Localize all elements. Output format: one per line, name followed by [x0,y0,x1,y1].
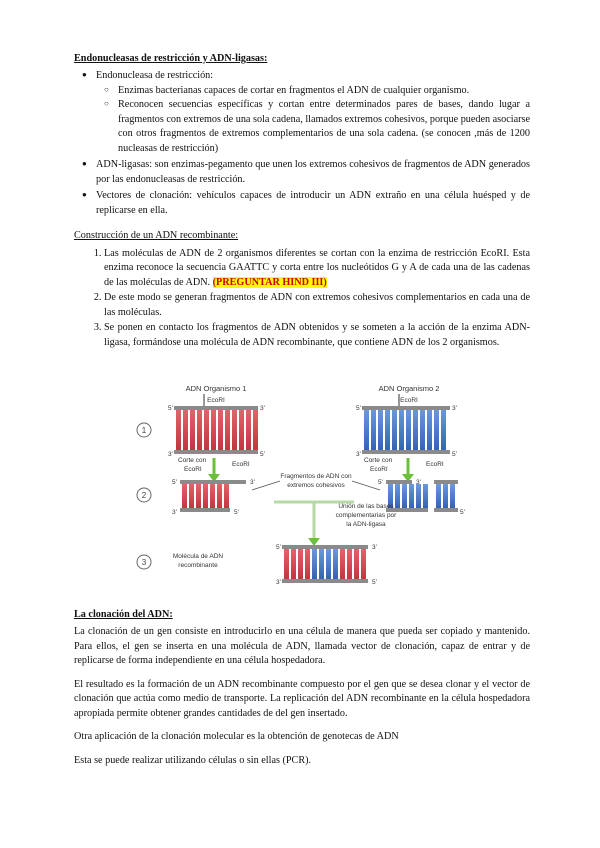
base-pair [399,410,404,450]
end-label: 3' [356,451,361,458]
base-pair [416,484,421,508]
numbered-list [74,247,530,350]
dna-fragment-organism-1 [180,480,246,512]
base-pair [211,410,216,450]
base-pair [253,410,258,450]
end-label: 5' [460,509,465,516]
union-label: Unión de las bases [338,503,394,510]
end-label: 5' [168,405,173,412]
end-label: 3' [260,405,265,412]
base-pair [395,484,400,508]
base-pair [176,410,181,450]
base-pair [361,549,366,579]
base-pair [224,484,229,508]
base-pair [347,549,352,579]
base-pair [217,484,222,508]
end-label: 3' [452,405,457,412]
recombinant-dna-figure [134,380,482,586]
base-pair [402,484,407,508]
paragraph: La clonación de un gen consiste en introducirlo en una célula de manera que pueda ser copiado y mantenido. Para ellos, el gen se inserta en una molécula de ADN, llamada vector de clonación, capaz de entrar y de replicarse de forma independiente en una célula hospedadora. [74,626,530,667]
list-item: ● Vectores de clonación: vehículos capaces de introducir un ADN extraño en una célula huésped y de replicarse en ella. [96,189,530,218]
dna-organism-1 [174,406,258,454]
org1-enzyme-label: EcoRI [207,397,225,404]
end-label: 3' [276,579,281,586]
list-item: ● ADN-ligasas: son enzimas-pegamento que unen los extremos cohesivos de fragmentos de ADN generados por las endonucleasas de restricción. [96,158,530,187]
end-label: 5' [260,451,265,458]
end-label: 5' [356,405,361,412]
end-label: 3' [168,451,173,458]
step-3-label: 3 [141,558,147,567]
end-label: 3' [372,544,377,551]
cut-label: Corte con [178,457,207,464]
end-label: 5' [172,479,177,486]
org2-label: ADN Organismo 2 [378,384,440,393]
highlight-note: (PREGUNTAR HIND III) [212,276,327,288]
end-label: 3' [250,479,255,486]
base-pair [385,410,390,450]
enzyme-label: EcoRI [232,461,250,468]
base-pair [392,410,397,450]
bullet-text: Endonucleasa de restricción: [96,70,214,82]
base-pair [378,410,383,450]
base-pair [434,410,439,450]
base-pair [364,410,369,450]
base-pair [196,484,201,508]
base-pair [450,484,455,508]
base-pair [423,484,428,508]
base-pair [326,549,331,579]
base-pair [371,410,376,450]
step-1-label: 1 [141,426,147,435]
list-item: 3. Se ponen en contacto los fragmentos de ADN obtenidos y se someten a la acción de la enzima ADN-ligasa, formándose una molécula de ADN recombinante, que contiene ADN de los 2 organismos. [104,321,530,350]
base-pair [312,549,317,579]
base-pair [182,484,187,508]
union-label: complementarias por [335,512,397,519]
end-label: 3' [172,509,177,516]
list-item [96,69,530,156]
sub-list [96,84,530,156]
org1-label: ADN Organismo 1 [185,384,247,393]
paragraph: El resultado es la formación de un ADN recombinante compuesto por el gen que se desea clonar y el vector de clonación que actúa como medio de transporte. La replicación del ADN recombinante en la célula hospedadora apropiada permite obtener grandes cantidades de del gen insertado. [74,678,530,719]
base-pair [210,484,215,508]
dna-organism-2 [362,406,450,454]
recombinant-label: recombinante [178,562,218,569]
base-pair [204,410,209,450]
base-pair [441,410,446,450]
list-item [104,247,530,290]
end-label: 5' [372,579,377,586]
base-pair [189,484,194,508]
base-pair [340,549,345,579]
cut-label: EcoRI [184,466,202,473]
base-pair [420,410,425,450]
base-pair [305,549,310,579]
document-body [74,52,530,351]
list-item: 2. De este modo se generan fragmentos de ADN con extremos cohesivos complementarios en cada una de las moléculas. [104,291,530,320]
base-pair [409,484,414,508]
end-label: 5' [276,544,281,551]
base-pair [183,410,188,450]
base-pair [354,549,359,579]
base-pair [406,410,411,450]
dna-fragment-organism-2b [434,480,458,512]
base-pair [246,410,251,450]
base-pair [232,410,237,450]
end-label: 5' [378,479,383,486]
arrow-head [308,538,320,546]
base-pair [443,484,448,508]
section-title-endonucleasas: Endonucleasas de restricción y ADN-ligasas: [74,53,268,64]
enzyme-label: EcoRI [426,461,444,468]
base-pair [197,410,202,450]
recombinant-label: Molécula de ADN [172,553,224,560]
base-pair [218,410,223,450]
base-pair [190,410,195,450]
base-pair [427,410,432,450]
fragments-label: extremos cohesivos [287,482,345,489]
pointer-line [352,481,380,490]
bullet-list [74,69,530,218]
base-pair [436,484,441,508]
step-2-label: 2 [141,491,147,500]
section-title-clonacion: La clonación del ADN: [74,609,173,620]
sub-item: ○ Enzimas bacterianas capaces de cortar en fragmentos el ADN de cualquier organismo. [118,84,530,98]
end-label: 5' [452,451,457,458]
document-body-2 [74,608,530,768]
base-pair [319,549,324,579]
step-text: Las moléculas de ADN de 2 organismos diferentes se cortan con la enzima de restricción EcoRI. Esta enzima reconoce la secuencia GAATTC y corta entre los nucleótidos G y A de cada una de las cadenas de las moléculas de ADN. [104,247,530,288]
base-pair [333,549,338,579]
base-pair [284,549,289,579]
base-pair [239,410,244,450]
union-label: la ADN-ligasa [346,521,386,528]
fragments-label: Fragmentos de ADN con [280,473,352,480]
base-pair [413,410,418,450]
org2-enzyme-label: EcoRI [400,397,418,404]
paragraph: Esta se puede realizar utilizando células o sin ellas (PCR). [74,754,312,766]
base-pair [291,549,296,579]
end-label: 5' [234,509,239,516]
sub-item: ○ Reconocen secuencias específicas y cortan entre determinados pares de bases, dando lugar a fragmentos con extremos de una sola cadena, llamados extremos cohesivos, porque pueden asociarse con otros fragmentos de extremos complementarios de una sola cadena. (se conocen ,más de 1200 nucleasas de restricción) [118,98,530,156]
base-pair [225,410,230,450]
recombinant-dna-molecule [282,545,368,583]
cut-label: Corte con [364,457,393,464]
paragraph: Otra aplicación de la clonación molecular es la obtención de genotecas de ADN [74,731,399,743]
base-pair [203,484,208,508]
base-pair [298,549,303,579]
section-title-construccion: Construcción de un ADN recombinante: [74,230,239,242]
pointer-line [252,481,280,490]
end-label: 3' [416,479,421,486]
cut-label: EcoRI [370,466,388,473]
